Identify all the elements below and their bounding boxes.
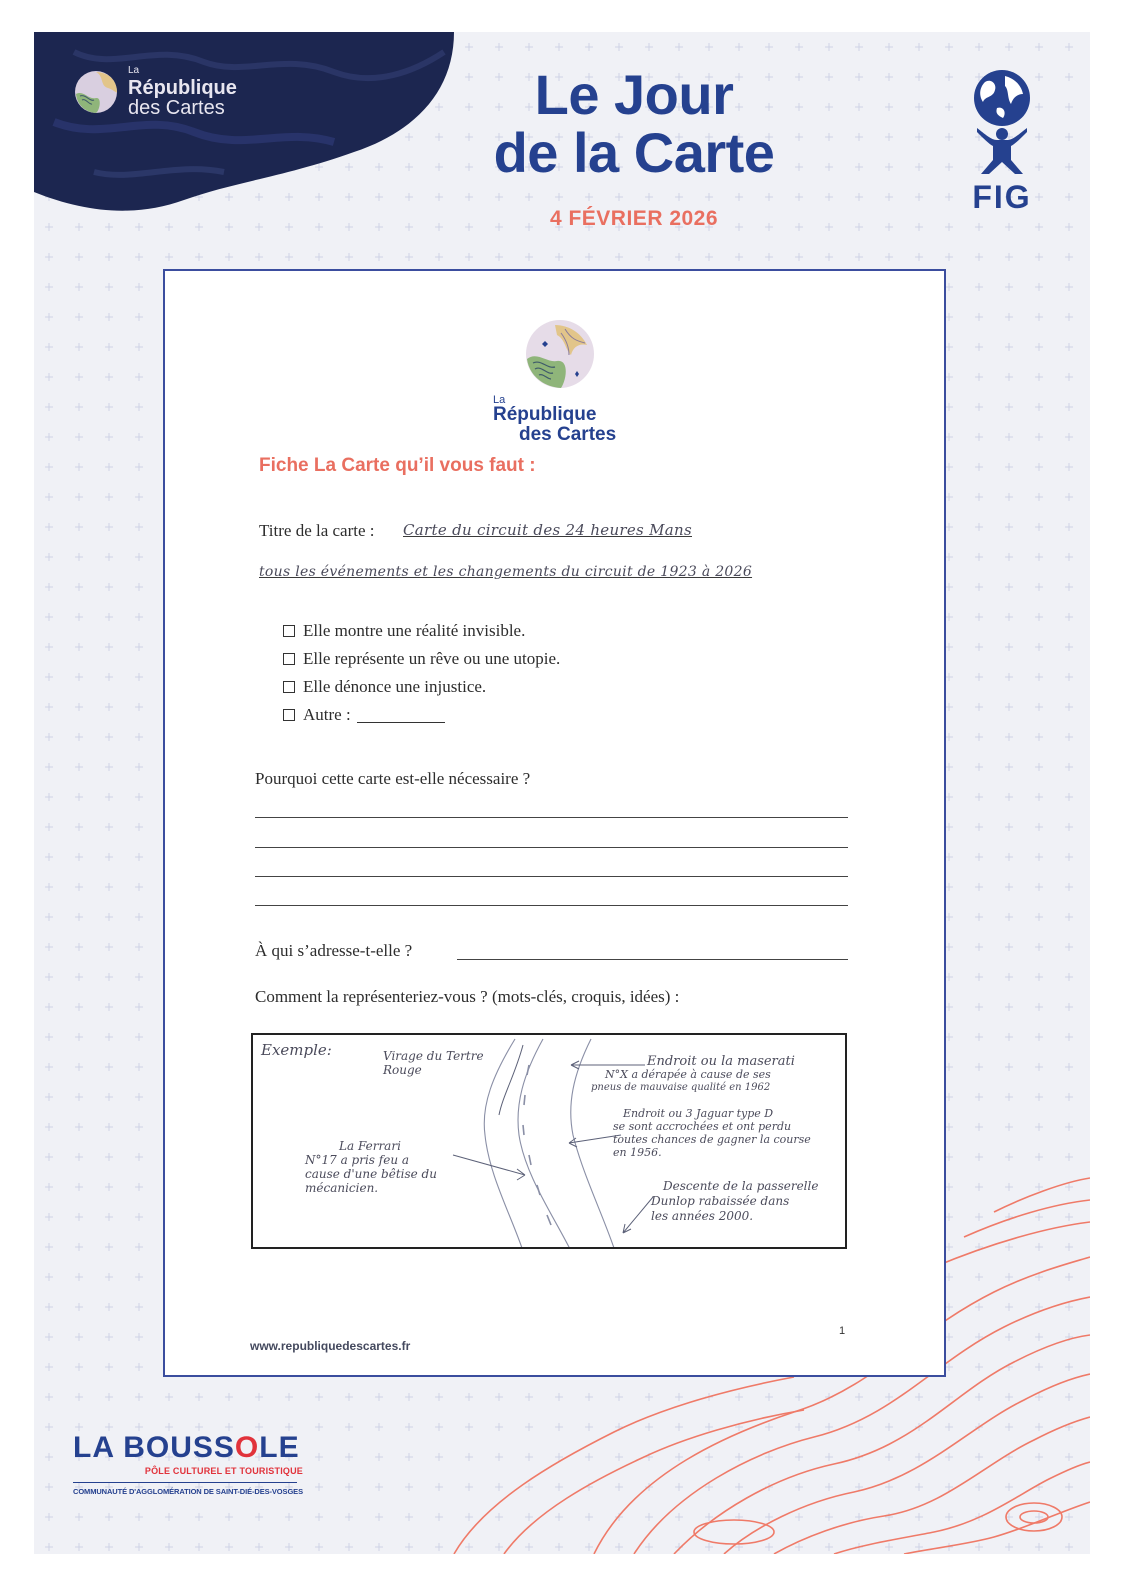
- audience-label: À qui s’adresse-t-elle ?: [255, 941, 413, 960]
- page-number: 1: [839, 1325, 846, 1337]
- sketch-note-maserati: [591, 1055, 795, 1094]
- option-dream-utopia[interactable]: [283, 645, 560, 673]
- fig-logo: [962, 68, 1042, 216]
- sketch-box: [251, 1033, 847, 1249]
- sketch-note-jaguar: [613, 1107, 811, 1159]
- audience-answer-line[interactable]: [457, 959, 848, 960]
- sketch-note-line: en 1956.: [613, 1146, 662, 1159]
- why-label: Pourquoi cette carte est-elle nécessaire ?: [255, 769, 531, 788]
- checkbox[interactable]: [283, 709, 295, 721]
- compass-o: O: [234, 1431, 260, 1464]
- purpose-options: [283, 617, 560, 729]
- title-answer-line-2: tous les événements et les changements du circuit de 1923 à 2026: [259, 564, 753, 580]
- community-name: COMMUNAUTÉ D'AGGLOMÉRATION DE SAINT-DIÉ-DES-VOSGES: [73, 1487, 303, 1496]
- sketch-note-line: N°17 a pris feu a: [305, 1153, 410, 1167]
- option-invisible-reality[interactable]: [283, 617, 560, 645]
- checkbox[interactable]: [283, 653, 295, 665]
- checkbox[interactable]: [283, 681, 295, 693]
- wordmark-part: LA BOUSS: [73, 1431, 235, 1464]
- option-other[interactable]: [283, 701, 560, 729]
- divider: [73, 1482, 297, 1483]
- sketch-note-line: N°X a dérapée à cause de ses: [605, 1068, 771, 1081]
- sketch-note-line: Endroit ou la maserati: [647, 1054, 795, 1069]
- globe-landscape-icon: [74, 70, 118, 114]
- sketch-note-line: pneus de mauvaise qualité en 1962: [591, 1082, 771, 1093]
- globe-landscape-icon: [525, 319, 595, 389]
- form-sheet: [163, 269, 946, 1377]
- republique-des-cartes-logo: [74, 66, 237, 118]
- option-label: Elle dénonce une injustice.: [303, 677, 487, 696]
- sketch-note-line: Endroit ou 3 Jaguar type D: [623, 1107, 774, 1120]
- page-title: [464, 63, 804, 184]
- other-blank-line[interactable]: [357, 708, 445, 723]
- sketch-note-line: toutes chances de gagner la course: [613, 1133, 811, 1146]
- sketch-note-line: Descente de la passerelle: [663, 1179, 819, 1193]
- la-boussole-logo: [73, 1432, 303, 1496]
- sketch-note-line: Rouge: [383, 1063, 422, 1077]
- brand-line-2: des Cartes: [128, 97, 225, 119]
- event-date: 4 FÉVRIER 2026: [549, 207, 719, 230]
- answer-line[interactable]: [255, 876, 848, 877]
- wordmark-part: LE: [259, 1431, 300, 1464]
- logo-line-1: République: [493, 404, 597, 425]
- sketch-note-ferrari: [305, 1139, 437, 1195]
- sketch-note-line: mécanicien.: [305, 1181, 379, 1195]
- title-answer-line-1: Carte du circuit des 24 heures Mans: [403, 521, 692, 539]
- sketch-note-virage: [383, 1049, 484, 1077]
- answer-line[interactable]: [255, 817, 848, 818]
- option-label: Elle montre une réalité invisible.: [303, 621, 526, 640]
- sheet-logo: [485, 319, 635, 446]
- option-label: Autre :: [303, 705, 351, 724]
- form-heading: Fiche La Carte qu’il vous faut :: [259, 455, 536, 476]
- title-label: Titre de la carte :: [259, 521, 375, 540]
- sketch-note-line: se sont accrochées et ont perdu: [613, 1120, 792, 1133]
- sketch-note-line: Virage du Tertre: [383, 1049, 484, 1063]
- brand-line-1: République: [128, 77, 237, 99]
- dark-map-corner-blob: [34, 32, 464, 222]
- sketch-example-label: Exemple:: [261, 1041, 332, 1059]
- answer-line[interactable]: [255, 847, 848, 848]
- brand-small-word: La: [128, 65, 140, 76]
- represent-label: Comment la représenteriez-vous ? (mots-clés, croquis, idées) :: [255, 987, 680, 1006]
- checkbox[interactable]: [283, 625, 295, 637]
- boussole-wordmark: [73, 1432, 303, 1464]
- logo-line-2: des Cartes: [519, 424, 617, 445]
- fig-label: FIG: [972, 179, 1032, 215]
- sketch-note-dunlop: [651, 1179, 818, 1224]
- answer-line[interactable]: [255, 905, 848, 906]
- title-line-1: Le Jour: [534, 63, 734, 126]
- boussole-subtitle: PÔLE CULTUREL ET TOURISTIQUE: [144, 1466, 303, 1476]
- sketch-note-line: La Ferrari: [339, 1139, 401, 1153]
- logo-small-word: La: [493, 394, 506, 406]
- sketch-note-line: les années 2000.: [651, 1209, 754, 1223]
- option-label: Elle représente un rêve ou une utopie.: [303, 649, 561, 668]
- sketch-note-line: cause d'une bêtise du: [305, 1167, 437, 1181]
- option-injustice[interactable]: [283, 673, 560, 701]
- atlas-globe-icon: [967, 68, 1037, 178]
- sketch-note-line: Dunlop rabaissée dans: [651, 1194, 790, 1208]
- title-line-2: de la Carte: [493, 121, 775, 184]
- website-link[interactable]: www.republiquedescartes.fr: [250, 1339, 411, 1353]
